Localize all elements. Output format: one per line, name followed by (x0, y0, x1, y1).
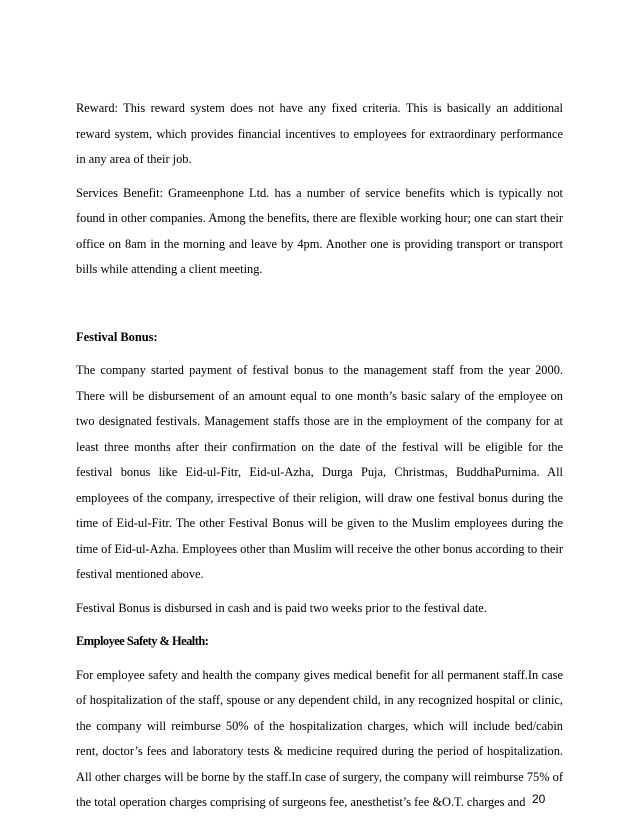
page-body (76, 96, 563, 824)
employee-safety-heading: Employee Safety & Health: (76, 634, 209, 648)
services-benefit-paragraph: Services Benefit: Grameenphone Ltd. has a number of service benefits which is typically not found in other companies. Among the benefits, there are flexible working hour; one can start their office on 8am in the morning and leave by 4pm. Another one is providing transport or transport bills while attending a client meeting. (76, 185, 563, 276)
section-spacer (76, 291, 563, 325)
festival-bonus-paragraph: The company started payment of festival bonus to the management staff from the year 2000. There will be disbursement of an amount equal to one month’s basic salary of the employee on two designated festivals. Management staffs those are in the employment of the company for at least three months after their confirmation on the date of the festival will be eligible for the festival bonus like Eid-ul-Fitr, Eid-ul-Azha, Durga Puja, Christmas, BuddhaPurnima. All employees of the company, irrespective of their religion, will draw one festival bonus during the time of Eid-ul-Fitr. The other Festival Bonus will be given to the Muslim employees during the time of Eid-ul-Azha. Employees other than Muslim will receive the other bonus according to their festival mentioned above. (76, 363, 563, 581)
festival-bonus-disbursement-paragraph: Festival Bonus is disbursed in cash and is paid two weeks prior to the festival date. (76, 600, 487, 615)
reward-paragraph: Reward: This reward system does not have any fixed criteria. This is basically an additional reward system, which provides financial incentives to employees for extraordinary performance in any area of their job. (76, 101, 563, 166)
page-number: 20 (532, 792, 546, 806)
festival-bonus-heading: Festival Bonus: (76, 329, 158, 344)
employee-safety-paragraph: For employee safety and health the company gives medical benefit for all permanent staff.In case of hospitalization of the staff, spouse or any dependent child, in any recognized hospital or clinic, the company will reimburse 50% of the hospitalization charges, which will include bed/cabin rent, doctor’s fees and laboratory tests & medicine required during the period of hospitalization. All other charges will be borne by the staff.In case of surgery, the company will reimburse 75% of the total operation charges comprising of surgeons fee, anesthetist’s fee &O.T. charges and (76, 667, 563, 809)
